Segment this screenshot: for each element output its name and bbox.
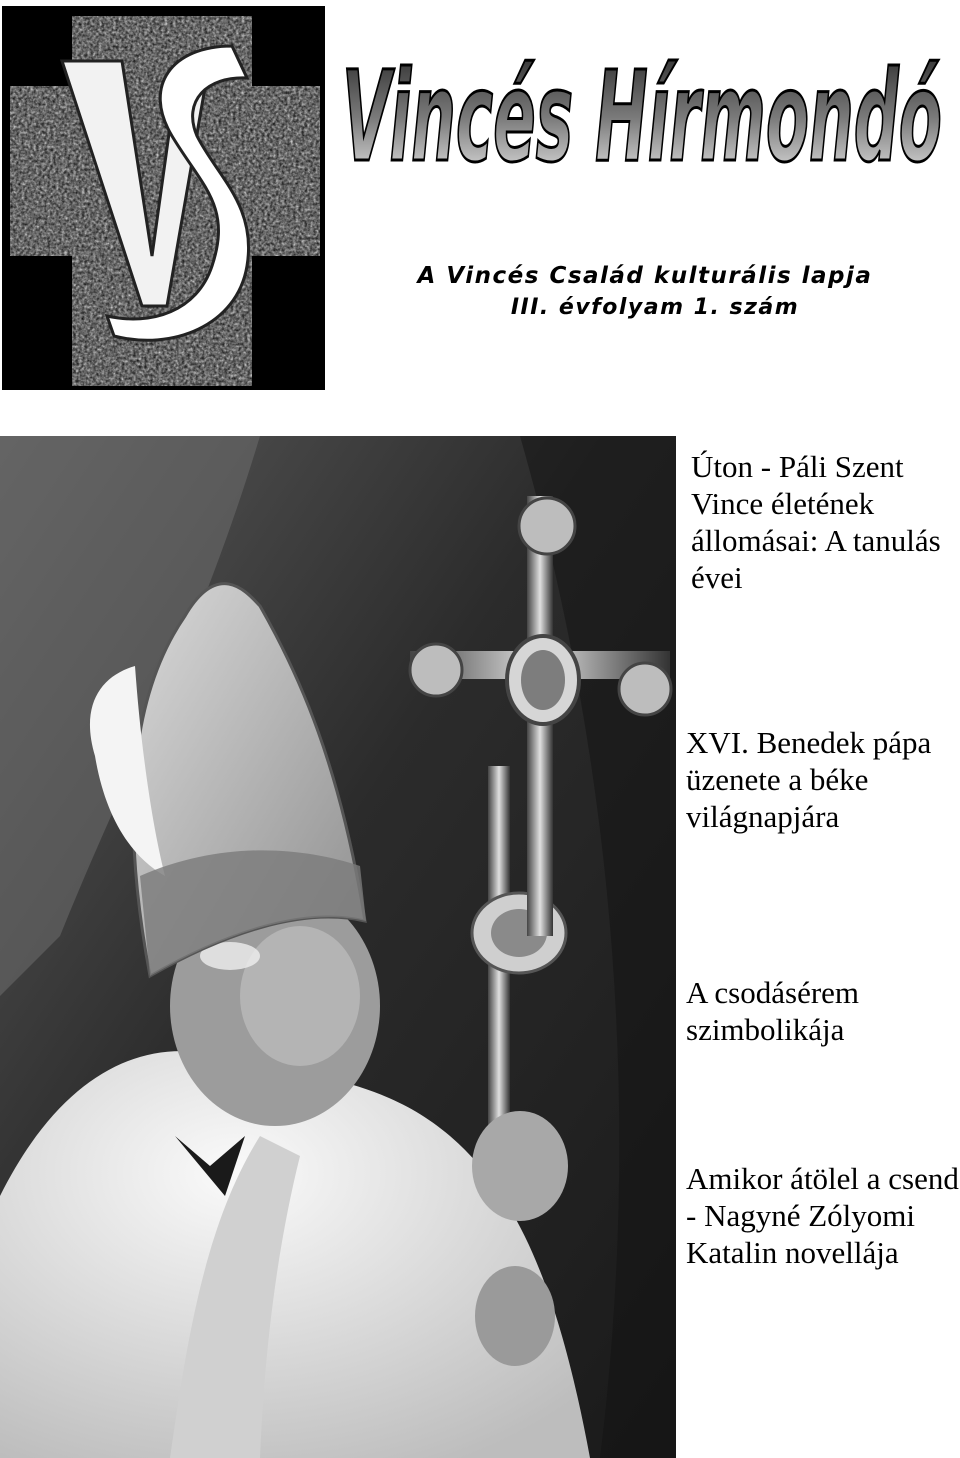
toc-item-travels[interactable]: Úton - Páli Szent Vince életének állomásai: A tanulás évei [691,449,941,595]
tagline-issue: III. évfolyam 1. szám [510,295,800,320]
tagline [330,262,960,322]
vs-cross-logo-icon [2,6,325,390]
toc-item-pope-message[interactable]: XVI. Benedek pápa üzenete a béke világnapjára [686,725,932,834]
cover-photo [0,436,676,1458]
logo [2,6,325,390]
toc-item-miraculous-medal[interactable]: A csodásérem szimbolikája [686,975,860,1047]
toc-item-short-story[interactable]: Amikor átölel a csend - Nagyné Zólyomi Katalin novellája [686,1161,959,1270]
masthead-title-text: Vincés Hírmondó [342,45,942,190]
pope-with-crosier-photo-icon [0,436,676,1458]
masthead-title [335,10,950,245]
tagline-subtitle: A Vincés Család kulturális lapja [417,263,873,289]
